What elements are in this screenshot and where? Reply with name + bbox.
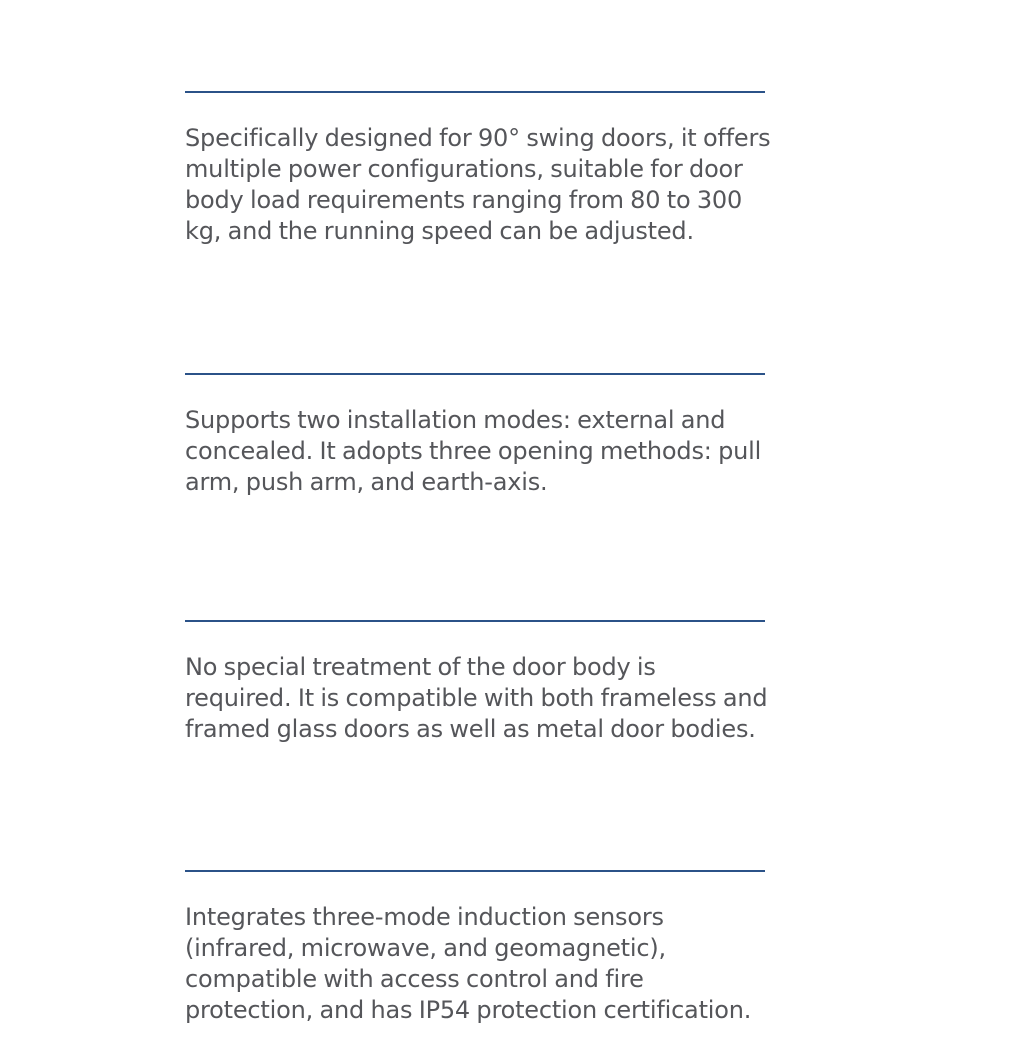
section-divider (185, 870, 765, 872)
section-divider (185, 91, 765, 93)
feature-block-installation-modes (185, 373, 775, 498)
feature-block-induction-sensors (185, 870, 775, 1026)
feature-description: Integrates three-mode induction sensors (infrared, microwave, and geomagnetic), compatible with access control and fire protection, and has IP54 protection certification. (185, 903, 752, 1024)
feature-description: No special treatment of the door body is required. It is compatible with both frameless and framed glass doors as well as metal door bodies. (185, 653, 768, 743)
feature-block-swing-door-power (185, 91, 775, 247)
feature-block-door-compatibility (185, 620, 775, 745)
section-divider (185, 373, 765, 375)
feature-description: Supports two installation modes: external and concealed. It adopts three opening methods: pull arm, push arm, and earth-axis. (185, 406, 762, 496)
feature-description: Specifically designed for 90° swing doors, it offers multiple power configurations, suitable for door body load requirements ranging from 80 to 300 kg, and the running speed can be adjusted. (185, 124, 771, 245)
section-divider (185, 620, 765, 622)
